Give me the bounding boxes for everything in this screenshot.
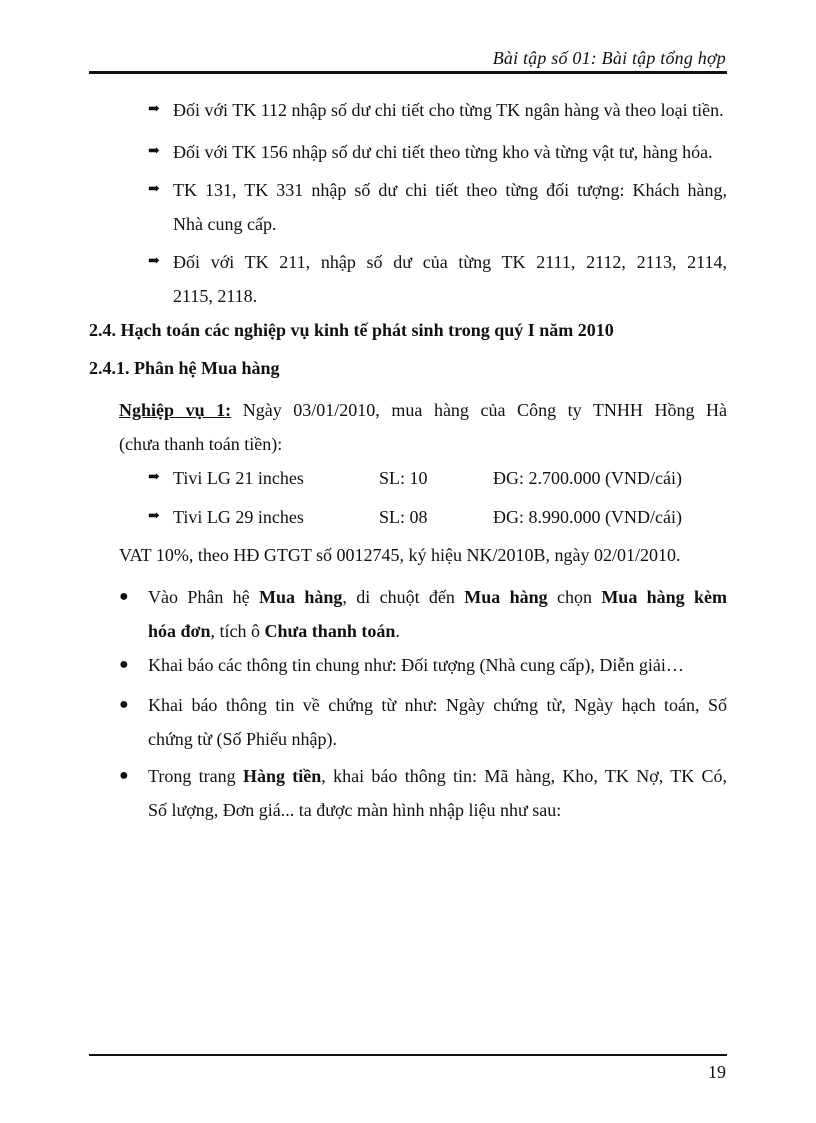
bullet-line: Khai báo thông tin về chứng từ như: Ngày chứng từ, Ngày hạch toán, Số	[148, 695, 727, 715]
bold-run: Chưa thanh toán	[264, 621, 396, 641]
section-heading-2-4: 2.4. Hạch toán các nghiệp vụ kinh tế phát sinh trong quý I năm 2010	[89, 320, 614, 340]
instruction-bullet	[119, 580, 727, 648]
item-name: Tivi LG 21 inches	[173, 468, 304, 488]
item-name: Tivi LG 29 inches	[173, 507, 304, 527]
bold-run: Mua hàng	[259, 587, 343, 607]
bullet-line: chứng từ (Số Phiếu nhập).	[148, 729, 337, 749]
text-run: , khai báo thông tin: Mã hàng, Kho, TK Nợ, TK Có,	[321, 766, 728, 786]
bullet-line	[148, 759, 727, 793]
footer-rule	[89, 1054, 727, 1056]
arrow-item-text: Đối với TK 112 nhập số dư chi tiết cho từng TK ngân hàng và theo loại tiền.	[173, 100, 724, 120]
item-quantity: SL: 10	[379, 468, 428, 488]
page-number: 19	[708, 1062, 726, 1082]
arrow-item	[148, 245, 727, 313]
item-price: ĐG: 2.700.000 (VND/cái)	[493, 468, 682, 488]
vat-line: VAT 10%, theo HĐ GTGT số 0012745, ký hiệu NK/2010B, ngày 02/01/2010.	[119, 545, 681, 565]
arrow-item	[148, 173, 727, 241]
transaction-description	[119, 393, 727, 461]
arrow-right-icon: ➡	[148, 509, 160, 524]
bold-run: Hàng tiền	[242, 766, 322, 786]
section-heading-2-4-1: 2.4.1. Phân hệ Mua hàng	[89, 358, 280, 378]
bullet-text	[148, 759, 727, 827]
arrow-right-icon: ➡	[148, 102, 160, 117]
item-price: ĐG: 8.990.000 (VND/cái)	[493, 507, 682, 527]
arrow-item-text	[173, 173, 727, 241]
bullet-icon: ●	[119, 588, 129, 605]
text-run: .	[395, 621, 400, 641]
item-quantity: SL: 08	[379, 507, 428, 527]
arrow-item-line: TK 131, TK 331 nhập số dư chi tiết theo từng đối tượng: Khách hàng,	[173, 180, 727, 200]
bullet-icon: ●	[119, 696, 129, 713]
transaction-line	[119, 393, 727, 427]
transaction-label: Nghiệp vụ 1:	[119, 400, 232, 420]
arrow-item-text: Đối với TK 156 nhập số dư chi tiết theo từng kho và từng vật tư, hàng hóa.	[173, 142, 713, 162]
bullet-text: Khai báo các thông tin chung như: Đối tượng (Nhà cung cấp), Diễn giải…	[148, 655, 684, 675]
arrow-item-line: Nhà cung cấp.	[173, 214, 277, 234]
text-run: , tích ô	[210, 621, 265, 641]
bold-run: Mua hàng	[464, 587, 548, 607]
arrow-item-line: 2115, 2118.	[173, 286, 258, 306]
arrow-right-icon: ➡	[148, 470, 160, 485]
text-run: Trong trang	[148, 766, 243, 786]
text-run: Vào Phân hệ	[148, 587, 260, 607]
bold-run: Mua hàng kèm	[601, 587, 728, 607]
arrow-item-text	[173, 245, 727, 313]
bullet-icon: ●	[119, 767, 129, 784]
transaction-text: Ngày 03/01/2010, mua hàng của Công ty TNHH Hồng Hà	[231, 400, 728, 420]
bullet-text	[148, 580, 727, 648]
text-run: , di chuột đến	[342, 587, 465, 607]
bullet-line	[148, 580, 727, 614]
bullet-line	[148, 614, 727, 648]
transaction-line: (chưa thanh toán tiền):	[119, 434, 283, 454]
header-rule	[89, 71, 727, 74]
instruction-bullet	[119, 759, 727, 827]
arrow-item-line: Đối với TK 211, nhập số dư của từng TK 2111, 2112, 2113, 2114,	[173, 252, 727, 272]
arrow-right-icon: ➡	[148, 254, 160, 269]
header-title: Bài tập số 01: Bài tập tổng hợp	[492, 48, 726, 68]
bold-run: hóa đơn	[148, 621, 211, 641]
bullet-line: Số lượng, Đơn giá... ta được màn hình nhập liệu như sau:	[148, 800, 562, 820]
instruction-bullet	[119, 688, 727, 756]
arrow-item	[148, 135, 727, 169]
arrow-item	[148, 93, 727, 127]
arrow-right-icon: ➡	[148, 144, 160, 159]
text-run: chọn	[547, 587, 602, 607]
bullet-text	[148, 688, 727, 756]
arrow-right-icon: ➡	[148, 182, 160, 197]
instruction-bullet	[119, 648, 727, 682]
bullet-icon: ●	[119, 656, 129, 673]
